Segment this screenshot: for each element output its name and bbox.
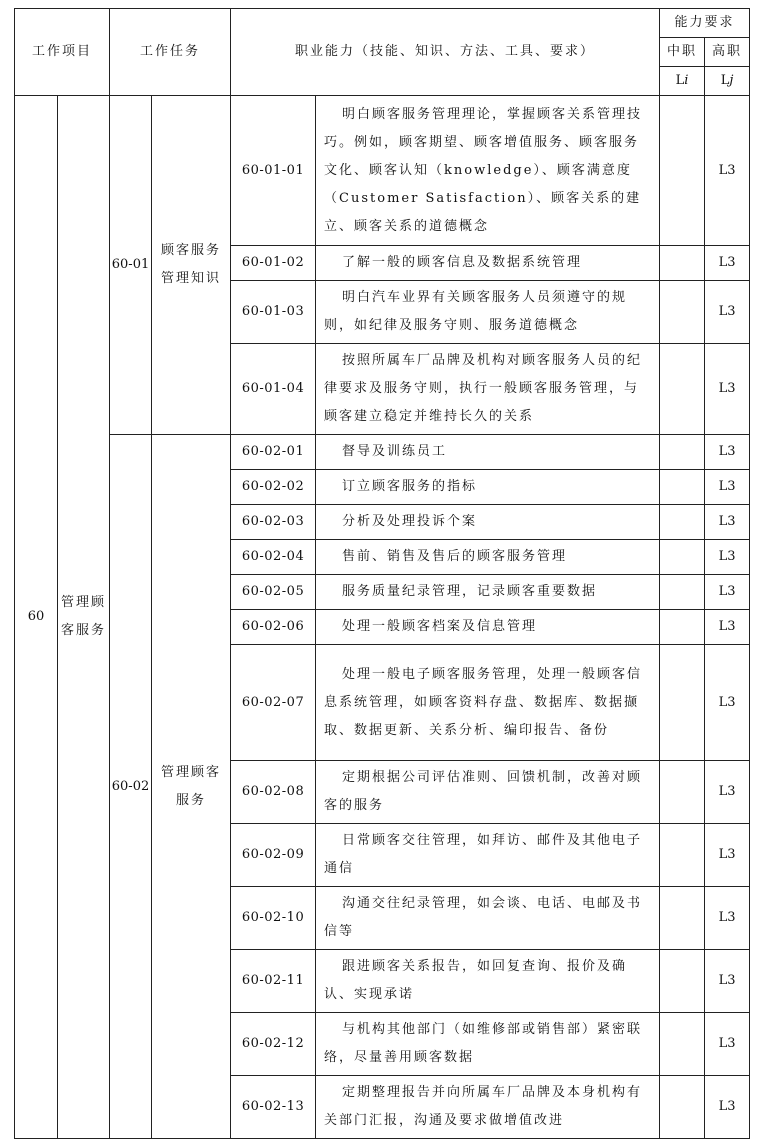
- level-high: L3: [705, 824, 750, 887]
- level-mid: [660, 1013, 705, 1076]
- level-high: L3: [705, 1076, 750, 1139]
- header-work-item: 工作项目: [15, 9, 110, 96]
- item-desc: 沟通交往纪录管理，如会谈、电话、电邮及书信等: [316, 887, 660, 950]
- level-mid: [660, 575, 705, 610]
- item-code: 60-02-06: [231, 610, 316, 645]
- item-code: 60-02-02: [231, 470, 316, 505]
- item-desc: 日常顾客交往管理，如拜访、邮件及其他电子通信: [316, 824, 660, 887]
- item-desc: 服务质量纪录管理，记录顾客重要数据: [316, 575, 660, 610]
- item-code: 60-01-03: [231, 281, 316, 344]
- level-mid: [660, 281, 705, 344]
- item-desc: 处理一般顾客档案及信息管理: [316, 610, 660, 645]
- level-mid: [660, 887, 705, 950]
- level-high: L3: [705, 470, 750, 505]
- level-high: L3: [705, 610, 750, 645]
- project-name: 管理顾客服务: [58, 96, 110, 1139]
- task-code: 60-01: [110, 96, 152, 435]
- level-high: L3: [705, 645, 750, 761]
- item-code: 60-02-05: [231, 575, 316, 610]
- level-high: L3: [705, 575, 750, 610]
- level-mid: [660, 435, 705, 470]
- level-high: L3: [705, 246, 750, 281]
- item-desc: 分析及处理投诉个案: [316, 505, 660, 540]
- level-high: L3: [705, 950, 750, 1013]
- item-desc: 定期整理报告并向所属车厂品牌及本身机构有关部门汇报，沟通及要求做增值改进: [316, 1076, 660, 1139]
- project-code: 60: [15, 96, 58, 1139]
- competency-table: [14, 8, 750, 1139]
- item-desc: 按照所属车厂品牌及机构对顾客服务人员的纪律要求及服务守则，执行一般顾客服务管理，与顾客建立稳定并维持长久的关系: [316, 344, 660, 435]
- item-desc: 处理一般电子顾客服务管理，处理一般顾客信息系统管理，如顾客资料存盘、数据库、数据撷取、数据更新、关系分析、编印报告、备份: [316, 645, 660, 761]
- item-code: 60-02-08: [231, 761, 316, 824]
- header-work-task: 工作任务: [110, 9, 231, 96]
- task-code: 60-02: [110, 435, 152, 1139]
- item-code: 60-01-01: [231, 96, 316, 246]
- item-desc: 售前、销售及售后的顾客服务管理: [316, 540, 660, 575]
- item-code: 60-02-10: [231, 887, 316, 950]
- level-high: L3: [705, 540, 750, 575]
- header-mid: 中职: [660, 38, 705, 67]
- level-mid: [660, 645, 705, 761]
- item-code: 60-02-11: [231, 950, 316, 1013]
- level-mid: [660, 96, 705, 246]
- level-mid: [660, 344, 705, 435]
- item-code: 60-02-13: [231, 1076, 316, 1139]
- task-name: 管理顾客服务: [152, 435, 231, 1139]
- item-desc: 跟进顾客关系报告，如回复查询、报价及确认、实现承诺: [316, 950, 660, 1013]
- level-mid: [660, 761, 705, 824]
- header-requirement: 能力要求: [660, 9, 750, 38]
- item-code: 60-02-03: [231, 505, 316, 540]
- item-code: 60-01-02: [231, 246, 316, 281]
- level-high: L3: [705, 281, 750, 344]
- level-mid: [660, 1076, 705, 1139]
- item-code: 60-01-04: [231, 344, 316, 435]
- task-name: 顾客服务管理知识: [152, 96, 231, 435]
- table-row: [15, 435, 750, 470]
- table-row: [15, 96, 750, 246]
- item-code: 60-02-09: [231, 824, 316, 887]
- level-mid: [660, 950, 705, 1013]
- level-mid: [660, 246, 705, 281]
- item-desc: 订立顾客服务的指标: [316, 470, 660, 505]
- header-ability: 职业能力（技能、知识、方法、工具、要求）: [231, 9, 660, 96]
- item-desc: 与机构其他部门（如维修部或销售部）紧密联络，尽量善用顾客数据: [316, 1013, 660, 1076]
- item-code: 60-02-01: [231, 435, 316, 470]
- level-high: L3: [705, 887, 750, 950]
- item-desc: 了解一般的顾客信息及数据系统管理: [316, 246, 660, 281]
- item-desc: 督导及训练员工: [316, 435, 660, 470]
- header-lj: Lj: [705, 67, 750, 96]
- level-high: L3: [705, 96, 750, 246]
- item-desc: 明白汽车业界有关顾客服务人员须遵守的规则，如纪律及服务守则、服务道德概念: [316, 281, 660, 344]
- level-mid: [660, 610, 705, 645]
- header-li: Li: [660, 67, 705, 96]
- level-mid: [660, 824, 705, 887]
- header-high: 高职: [705, 38, 750, 67]
- item-code: 60-02-07: [231, 645, 316, 761]
- level-mid: [660, 470, 705, 505]
- item-desc: 定期根据公司评估准则、回馈机制，改善对顾客的服务: [316, 761, 660, 824]
- level-high: L3: [705, 435, 750, 470]
- item-code: 60-02-04: [231, 540, 316, 575]
- item-code: 60-02-12: [231, 1013, 316, 1076]
- level-high: L3: [705, 505, 750, 540]
- level-mid: [660, 540, 705, 575]
- level-high: L3: [705, 761, 750, 824]
- level-high: L3: [705, 1013, 750, 1076]
- level-high: L3: [705, 344, 750, 435]
- item-desc: 明白顾客服务管理理论，掌握顾客关系管理技巧。例如，顾客期望、顾客增值服务、顾客服务文化、顾客认知（knowledge）、顾客满意度（Customer Satisfaction）、顾客关系的建立、顾客关系的道德概念: [316, 96, 660, 246]
- level-mid: [660, 505, 705, 540]
